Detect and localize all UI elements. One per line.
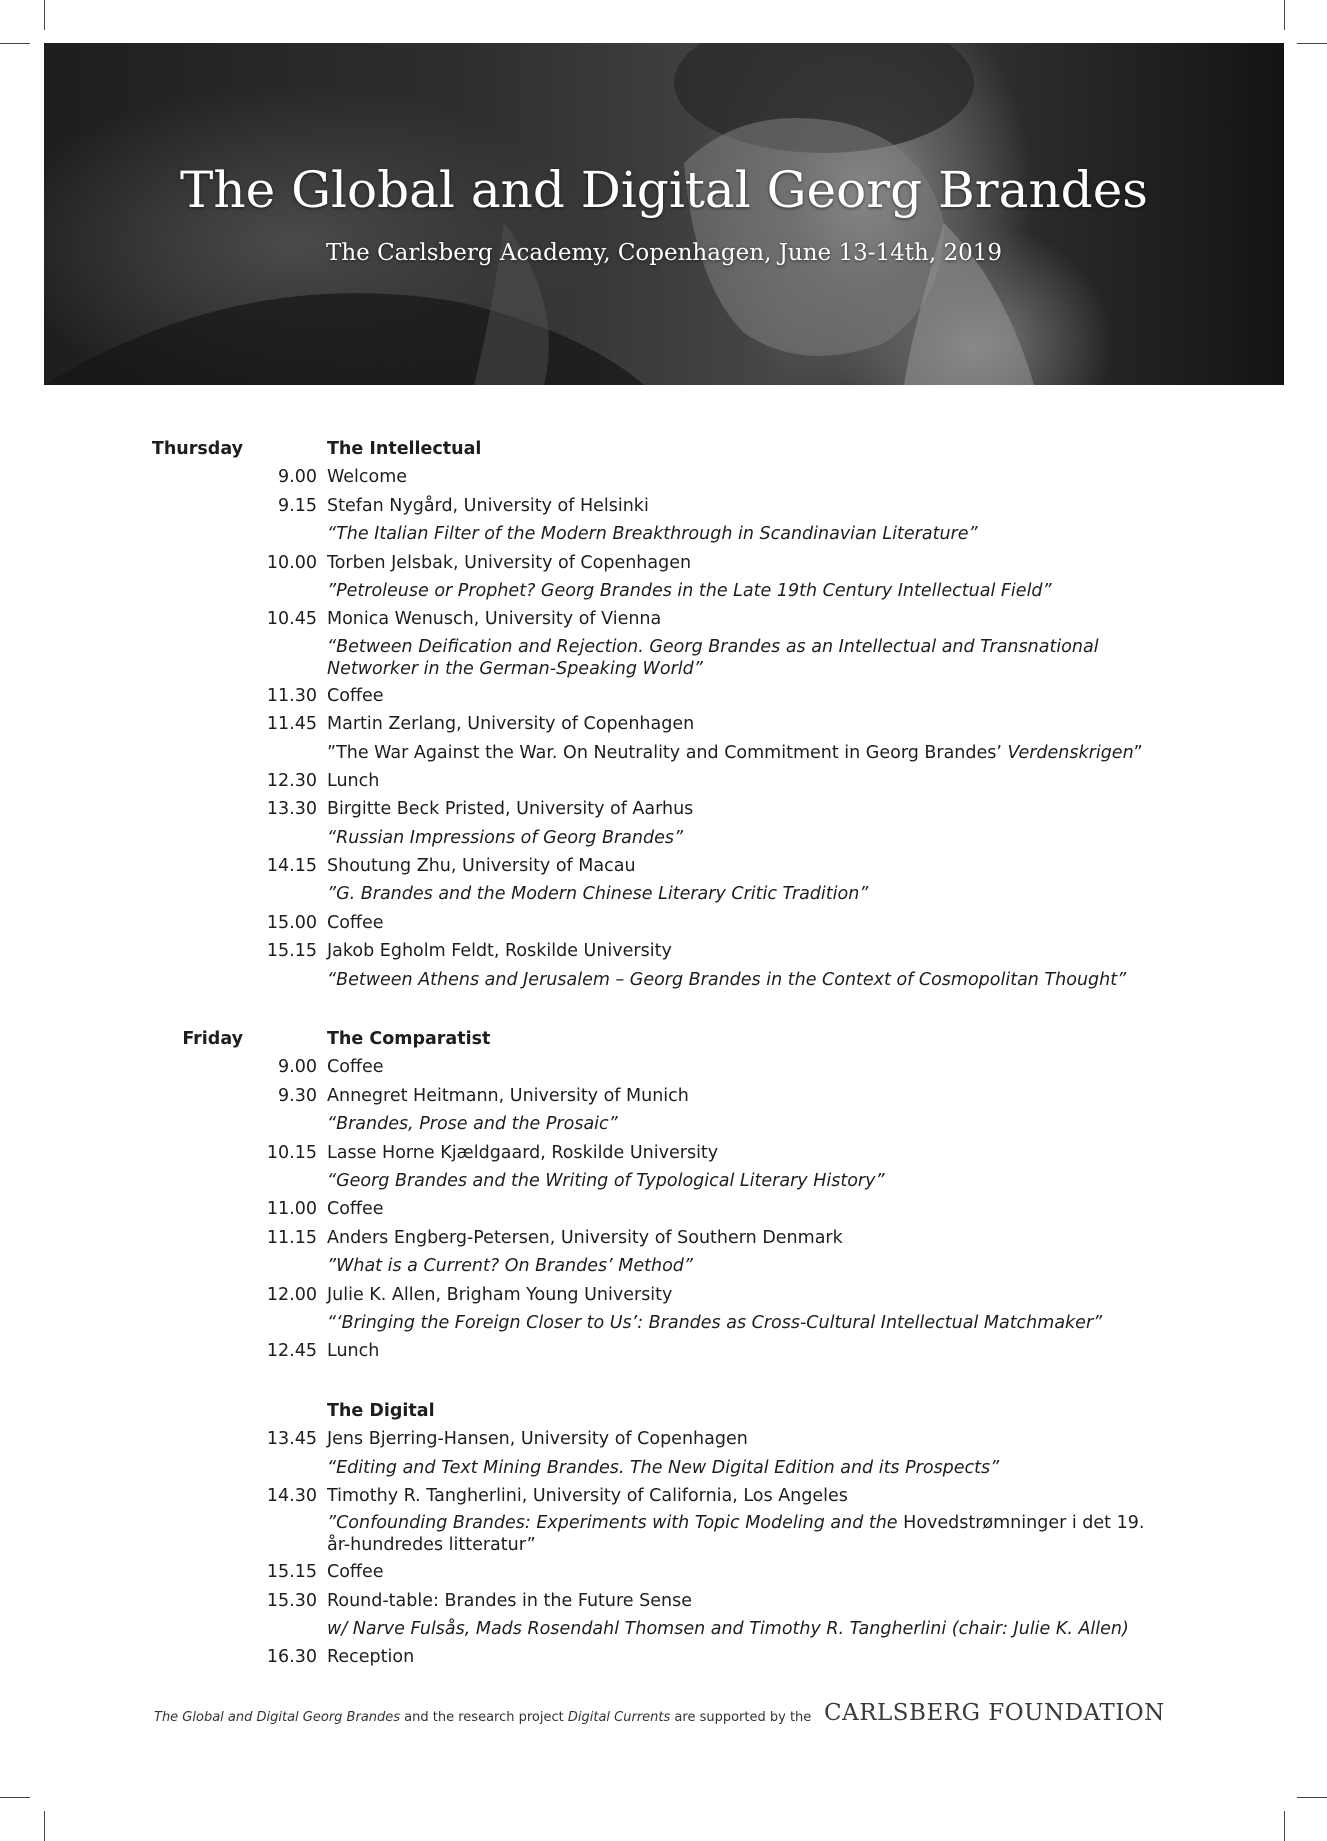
schedule-row	[0, 741, 1327, 769]
header-banner	[44, 43, 1284, 385]
talk-title: ”Petroleuse or Prophet? Georg Brandes in the Late 19th Century Intellectual Field”	[327, 580, 1052, 601]
talk-title	[327, 741, 1167, 765]
schedule-entry: Shoutung Zhu, University of Macau	[327, 856, 636, 877]
time-label: 11.45	[266, 714, 317, 735]
time-label: 9.15	[278, 495, 317, 516]
crop-mark	[0, 1797, 30, 1798]
schedule-row	[0, 522, 1327, 550]
schedule-row	[0, 607, 1327, 635]
time-label: 10.45	[266, 609, 317, 630]
talk-title	[327, 1512, 1167, 1560]
schedule-entry: Lasse Horne Kjældgaard, Roskilde University	[327, 1142, 719, 1163]
talk-title-emphasis: Verdenskrigen	[1007, 742, 1134, 763]
talk-title: “Between Deification and Rejection. Georg Brandes as an Intellectual and Transnational Networker in the German-Speaking World”	[327, 636, 1099, 679]
schedule-row	[0, 1197, 1327, 1225]
talk-title-part: ”The War Against the War. On Neutrality and Commitment in Georg Brandes’	[327, 742, 1008, 763]
carlsberg-foundation-logo: CARLSBERG FOUNDATION	[824, 1700, 1165, 1726]
day-label: Thursday	[151, 439, 243, 459]
talk-title: “Russian Impressions of Georg Brandes”	[327, 827, 684, 848]
schedule-entry: Coffee	[327, 912, 384, 933]
footer-event-name: The Global and Digital Georg Brandes	[154, 1710, 401, 1725]
session-header-row	[0, 1399, 1327, 1427]
schedule-row	[0, 826, 1327, 854]
schedule-row	[0, 797, 1327, 825]
schedule-entry: Timothy R. Tangherlini, University of California, Los Angeles	[327, 1485, 848, 1506]
talk-title: “Between Athens and Jerusalem – Georg Brandes in the Context of Cosmopolitan Thought”	[327, 969, 1127, 990]
talk-title: “The Italian Filter of the Modern Breakthrough in Scandinavian Literature”	[327, 524, 978, 545]
schedule-entry: Round-table: Brandes in the Future Sense	[327, 1590, 692, 1611]
page-title: The Global and Digital Georg Brandes	[180, 161, 1148, 219]
day-header-row	[0, 1027, 1327, 1055]
time-label: 13.45	[266, 1429, 317, 1450]
schedule-row	[0, 684, 1327, 712]
schedule-entry: Martin Zerlang, University of Copenhagen	[327, 714, 695, 735]
schedule-row	[0, 1084, 1327, 1112]
schedule-row	[0, 551, 1327, 579]
talk-title: w/ Narve Fulsås, Mads Rosendahl Thomsen and Timothy R. Tangherlini (chair: Julie K. Allen)	[327, 1619, 1129, 1640]
footer-project-name: Digital Currents	[567, 1710, 671, 1725]
time-label: 9.00	[278, 1057, 317, 1078]
schedule-row	[0, 1254, 1327, 1282]
session-title: The Intellectual	[327, 439, 482, 459]
schedule-row	[0, 1456, 1327, 1484]
talk-title-emphasis: ”Confounding Brandes: Experiments with Topic Modeling and the	[327, 1513, 904, 1534]
schedule-row	[0, 1311, 1327, 1339]
schedule-row	[0, 712, 1327, 740]
footer-text-part: are supported by the	[670, 1710, 812, 1725]
schedule-row	[0, 1589, 1327, 1617]
schedule-row	[0, 854, 1327, 882]
schedule-entry: Anders Engberg-Petersen, University of Southern Denmark	[327, 1227, 843, 1248]
schedule-entry: Torben Jelsbak, University of Copenhagen	[327, 552, 692, 573]
schedule-entry: Birgitte Beck Pristed, University of Aarhus	[327, 799, 694, 820]
time-label: 13.30	[266, 799, 317, 820]
day-label: Friday	[182, 1029, 243, 1050]
time-label: 9.00	[278, 467, 317, 488]
time-label: 10.15	[266, 1142, 317, 1163]
time-label: 15.15	[266, 1562, 317, 1583]
schedule-row	[0, 1617, 1327, 1645]
schedule-row	[0, 1427, 1327, 1455]
time-label: 10.00	[266, 552, 317, 573]
crop-mark	[0, 43, 30, 44]
talk-title-part: ”	[1133, 742, 1143, 763]
schedule-row	[0, 769, 1327, 797]
schedule-row	[0, 1169, 1327, 1197]
time-label: 11.15	[266, 1227, 317, 1248]
talk-title: “Brandes, Prose and the Prosaic”	[327, 1114, 618, 1135]
schedule-entry: Monica Wenusch, University of Vienna	[327, 609, 662, 630]
footer-text-part: and the research project	[400, 1710, 568, 1725]
crop-mark	[1284, 0, 1285, 30]
schedule-entry: Coffee	[327, 685, 384, 706]
section-gap	[0, 996, 1327, 1027]
schedule-row	[0, 1055, 1327, 1083]
schedule-row	[0, 1484, 1327, 1512]
schedule-entry: Annegret Heitmann, University of Munich	[327, 1085, 689, 1106]
schedule-entry: Coffee	[327, 1562, 384, 1583]
crop-mark	[1284, 1811, 1285, 1841]
time-label: 12.00	[266, 1284, 317, 1305]
schedule-entry: Coffee	[327, 1057, 384, 1078]
schedule-row	[0, 1560, 1327, 1588]
talk-title: “Georg Brandes and the Writing of Typological Literary History”	[327, 1170, 885, 1191]
section-gap	[0, 1368, 1327, 1399]
session-title: The Comparatist	[327, 1029, 491, 1050]
time-label: 15.00	[266, 912, 317, 933]
crop-mark	[1297, 1797, 1327, 1798]
time-label: 16.30	[266, 1647, 317, 1668]
schedule-row	[0, 1645, 1327, 1673]
schedule-entry: Coffee	[327, 1199, 384, 1220]
schedule-entry: Lunch	[327, 770, 380, 791]
schedule-row	[0, 1112, 1327, 1140]
schedule-entry: Stefan Nygård, University of Helsinki	[327, 495, 649, 516]
time-label: 12.45	[266, 1341, 317, 1362]
session-title: The Digital	[327, 1400, 435, 1421]
program	[0, 437, 1327, 1674]
schedule-row	[0, 1283, 1327, 1311]
schedule-entry: Reception	[327, 1647, 415, 1668]
time-label: 12.30	[266, 770, 317, 791]
crop-mark	[44, 1811, 45, 1841]
time-label: 14.30	[266, 1485, 317, 1506]
time-label: 15.15	[266, 941, 317, 962]
time-label: 9.30	[278, 1085, 317, 1106]
schedule-entry: Welcome	[327, 467, 408, 488]
schedule-entry: Jakob Egholm Feldt, Roskilde University	[327, 941, 672, 962]
schedule-row	[0, 494, 1327, 522]
schedule-row	[0, 1226, 1327, 1254]
talk-title: “Editing and Text Mining Brandes. The New Digital Edition and its Prospects”	[327, 1457, 1000, 1478]
schedule-row	[0, 465, 1327, 493]
crop-mark	[44, 0, 45, 30]
schedule-entry: Jens Bjerring-Hansen, University of Copenhagen	[327, 1429, 748, 1450]
talk-title: “‘Bringing the Foreign Closer to Us’: Brandes as Cross-Cultural Intellectual Matchmaker”	[327, 1312, 1103, 1333]
footer	[154, 1700, 1174, 1730]
day-header-row	[0, 437, 1327, 465]
schedule-row	[0, 911, 1327, 939]
talk-title-part: Hovedstrømninger i det 19. år-hundredes litteratur”	[327, 1513, 1145, 1556]
time-label: 11.30	[266, 685, 317, 706]
time-label: 14.15	[266, 856, 317, 877]
time-label: 11.00	[266, 1199, 317, 1220]
schedule-row	[0, 579, 1327, 607]
schedule-row	[0, 1512, 1327, 1560]
schedule-entry: Julie K. Allen, Brigham Young University	[327, 1284, 673, 1305]
crop-mark	[1297, 43, 1327, 44]
schedule-row	[0, 939, 1327, 967]
page-subtitle: The Carlsberg Academy, Copenhagen, June 13-14th, 2019	[326, 240, 1002, 266]
schedule-row	[0, 1339, 1327, 1367]
talk-title: ”G. Brandes and the Modern Chinese Literary Critic Tradition”	[327, 884, 869, 905]
footer-text	[154, 1710, 811, 1725]
schedule-row	[0, 882, 1327, 910]
talk-title: ”What is a Current? On Brandes’ Method”	[327, 1256, 693, 1277]
schedule-row	[0, 636, 1327, 684]
time-label: 15.30	[266, 1590, 317, 1611]
schedule-row	[0, 968, 1327, 996]
schedule-row	[0, 1141, 1327, 1169]
schedule-entry: Lunch	[327, 1341, 380, 1362]
